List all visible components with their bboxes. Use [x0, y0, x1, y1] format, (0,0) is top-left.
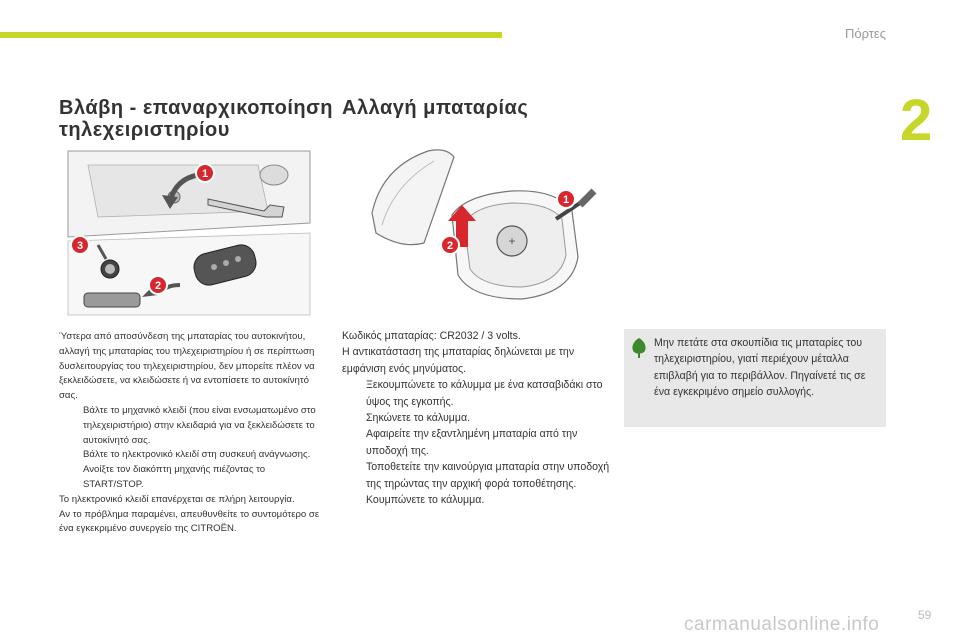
list-item: Ξεκουμπώνετε το κάλυμμα με ένα κατσαβιδάκι στο ύψος της εγκοπής. — [366, 379, 603, 408]
section-heading-remote-failure: Βλάβη - επαναρχικοποίηση τηλεχειριστηρίου — [59, 97, 334, 141]
battery-change-illustration — [342, 145, 604, 320]
callout-marker-2 — [149, 276, 167, 294]
callout-marker-3 — [71, 236, 89, 254]
header-accent-bar — [0, 32, 502, 38]
environment-note — [624, 329, 886, 427]
svg-text:+: + — [508, 234, 516, 248]
section-heading-battery-change: Αλλαγή μπαταρίας — [342, 97, 529, 119]
list-item: Βάλτε το ηλεκτρονικό κλειδί στη συσκευή ανάγνωσης. — [83, 449, 311, 461]
reinit-steps — [59, 404, 325, 493]
battery-steps — [342, 377, 612, 508]
battery-code: Κωδικός μπαταρίας: CR2032 / 3 volts. — [342, 330, 521, 342]
svg-text:3: 3 — [76, 240, 84, 252]
svg-text:1: 1 — [201, 168, 209, 180]
battery-change-text — [342, 328, 612, 508]
svg-text:2: 2 — [446, 240, 454, 252]
list-item: Βάλτε το μηχανικό κλειδί (που είναι ενσωματωμένο στο τηλεχειριστήριο) στην κλειδαριά για να ξεκλειδώσετε το αυτοκίνητό σας. — [83, 404, 316, 446]
callout-marker-1 — [557, 190, 575, 208]
outro-paragraph: Το ηλεκτρονικό κλειδί επανέρχεται σε πλήρη λειτουργία. — [59, 493, 295, 505]
watermark: carmanualsonline.info — [684, 614, 880, 635]
list-item: Ανοίξτε τον διακόπτη μηχανής πιέζοντας το START/STOP. — [83, 464, 266, 490]
chapter-title: Πόρτες — [844, 26, 886, 41]
page-number: 59 — [918, 608, 932, 622]
environment-note-text: Μην πετάτε στα σκουπίδια τις μπαταρίες του τηλεχειριστηρίου, γιατί περιέχουν μέταλλα επιβλαβή για το περιβάλλον. Πηγαίνετέ τις σε ένα εγκεκριμένο σημείο συλλογής. — [654, 337, 866, 399]
svg-text:1: 1 — [562, 194, 570, 206]
callout-marker-2 — [441, 236, 459, 254]
list-item: Σηκώνετε το κάλυμμα. — [366, 412, 471, 425]
list-item: Αφαιρείτε την εξαντλημένη μπαταρία από την υποδοχή της. — [366, 428, 578, 457]
list-item: Κουμπώνετε το κάλυμμα. — [366, 494, 485, 507]
list-item: Τοποθετείτε την καινούργια μπαταρία στην υποδοχή της τηρώντας την αρχική φορά τοποθέτησης. — [366, 461, 610, 490]
outro-paragraph: Αν το πρόβλημα παραμένει, απευθυνθείτε το συντομότερο σε ένα εγκεκριμένο συνεργείο της CITROËN. — [59, 508, 320, 535]
eco-leaf-icon — [630, 337, 648, 359]
remote-reinit-illustration — [58, 145, 320, 320]
callout-marker-1 — [196, 164, 214, 182]
svg-text:2: 2 — [154, 280, 162, 292]
intro-paragraph: Ύστερα από αποσύνδεση της μπαταρίας του αυτοκινήτου, αλλαγή της μπαταρίας του τηλεχειριστηρίου ή σε περίπτωση δυσλειτουργίας του τηλεχειριστηρίου, δεν μπορείτε πλέον να ξεκλειδώσετε, να κλειδώσετε ή να εντοπίσετε το αυτοκίνητό σας. — [59, 331, 315, 402]
chapter-number: 2 — [900, 88, 933, 153]
remote-reinit-text — [59, 330, 325, 537]
battery-warning-paragraph: Η αντικατάσταση της μπαταρίας δηλώνεται με την εμφάνιση ενός μηνύματος. — [342, 346, 575, 375]
